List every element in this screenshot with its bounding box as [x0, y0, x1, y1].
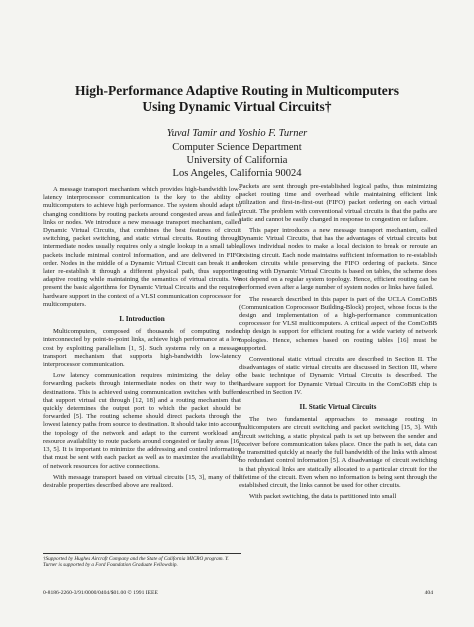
section-heading-static-virtual-circuits: II. Static Virtual Circuits — [299, 403, 377, 412]
section-heading-introduction: I. Introduction — [119, 315, 165, 324]
affiliation-university: University of California — [186, 155, 288, 166]
copyright-line: 0-8186-2260-3/91/0000/0404/$01.00 © 1991 IEEE — [43, 590, 158, 596]
left-column — [43, 186, 241, 493]
paper-title-line-2: Using Dynamic Virtual Circuits† — [142, 99, 332, 114]
right-paragraph-2: This paper introduces a new message transport mechanism, called Dynamic Virtual Circuits, that has the advantages of virtual circuits but allows individual nodes to make a local decision to break or reroute an existing circuit. Each node maintains sufficient information to re-establish broken circuits while preserving the FIFO ordering of packets. Since routing with Dynamic Virtual Circuits is based on tables, the scheme does not depend on a regular system topology. Hence, efficient routing can be performed even after a large number of system nodes or links have failed. — [239, 227, 437, 292]
affiliation-department: Computer Science Department — [172, 142, 302, 153]
section2-paragraph-1: The two fundamental approaches to message routing in multicomputers are circuit switching and packet switching [15, 3]. With circuit switching, a static physical path is set up between the sender and receiver before communication takes place. Once the path is set, data can be transmitted quickly at nearly the full bandwidth of the links with almost no redundant control information [5]. A disadvantage of circuit switching is that physical links are statically allocated to a particular circuit for the lifetime of the circuit. Even when no information is being sent through the established circuit, the links cannot be used for other circuits. — [239, 416, 437, 489]
right-column — [239, 183, 437, 504]
affiliation-location: Los Angeles, California 90024 — [172, 168, 302, 179]
paper-authors: Yuval Tamir and Yoshio F. Turner — [166, 128, 308, 139]
section2-paragraph-2: With packet switching, the data is partitioned into small — [249, 493, 397, 501]
abstract-paragraph: A message transport mechanism which provides high-bandwidth low-latency interprocessor communication is the key to the ability of multicomputers to achieve high performance. The system should adapt to changing conditions by routing packets around congested areas and failed links or nodes. We introduce a new message transport mechanism, called Dynamic Virtual Circuits, that combines the best features of circuit switching, packet switching, and static virtual circuits. Routing through intermediate nodes usually requires only a single lookup in a small table, packets include minimal control information, and are delivered in FIFO order. Nodes in the middle of a Dynamic Virtual Circuit can break it and later re-establish it through a different physical path, thus supporting adaptive routing while maintaining the semantics of virtual circuits. We present the basic algorithms for Dynamic Virtual Circuits and the required hardware support in the context of a VLSI communication coprocessor for multicomputers. — [43, 186, 241, 308]
intro-paragraph-2: Low latency communication requires minimizing the delay of forwarding packets through intermediate nodes on their way to their destinations. This is achieved using communication switches with buffers that support virtual cut through [12, 18] and a routing mechanism that quickly determines the output port to which the packet should be forwarded [5]. The routing scheme should direct packets through the lowest latency paths from source to destination. It should take into account the topology of the network and adapt to the current workload and resource availability to route packets around congested or faulty areas [16, 13, 5]. It is important to minimize the addressing and control information that must be sent with each packet as well as to maximize the availability of network resources for active connections. — [43, 372, 241, 470]
intro-paragraph-1: Multicomputers, composed of thousands of computing nodes interconnected by point-to-point links, achieve high performance at a low cost by exploiting parallelism [1, 5]. Such systems rely on a message transport mechanism that supports high-bandwidth low-latency interprocessor communication. — [43, 328, 241, 369]
intro-paragraph-3: With message transport based on virtual circuits [15, 3], many of the desirable properties described above are realized. — [43, 473, 241, 489]
page-footer — [43, 590, 433, 596]
right-paragraph-1: Packets are sent through pre-established logical paths, thus minimizing packet routing time and overhead while maintaining efficient link utilization and first-in-first-out (FIFO) packet ordering on each virtual circuit. The problem with conventional virtual circuits is that the paths are static and cannot be easily changed in response to congestion or failure. — [239, 183, 437, 223]
footnote: †Supported by Hughes Aircraft Company and the State of California MICRO program. Y. Turner is supported by a Ford Foundation Graduate Fellowship. — [43, 553, 241, 569]
right-paragraph-3: The research described in this paper is part of the UCLA ComCoBB (Communication Coprocessor Building-Block) project, whose focus is the design and implementation of a high-performance communication coprocessor for VLSI multicomputers. A critical aspect of the ComCoBB chip design is support for efficient routing for a wide variety of network topologies. Hence, schemes based on routing tables [16] must be supported. — [239, 295, 437, 352]
paper-title-line-1: High-Performance Adaptive Routing in Multicomputers — [75, 83, 399, 98]
page-number: 404 — [424, 590, 433, 596]
right-paragraph-4: Conventional static virtual circuits are described in Section II. The disadvantages of static virtual circuits are discussed in Section III, where the basic technique of Dynamic Virtual Circuits is described. The hardware support for Dynamic Virtual Circuits in the ComCoBB chip is described in Section IV. — [239, 356, 437, 396]
